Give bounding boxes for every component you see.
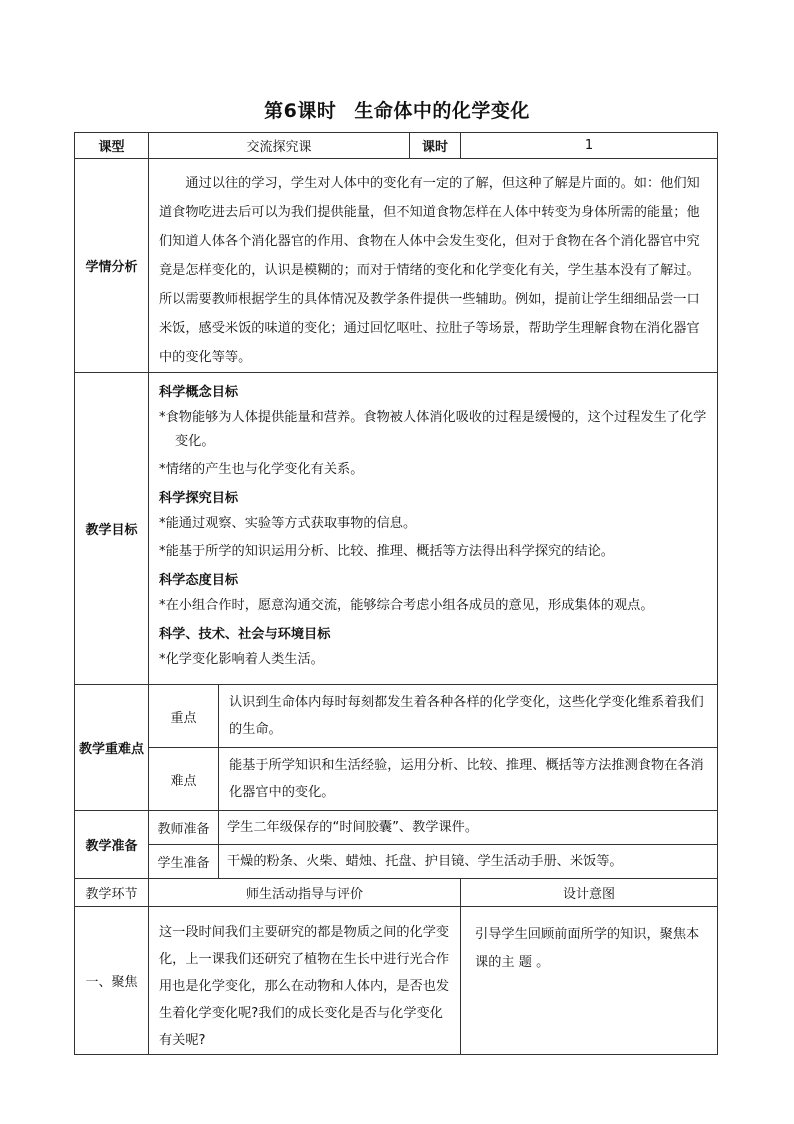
- goal-inquiry-title: 科学探究目标: [159, 490, 239, 506]
- focus-text: 认识到生命体内每时每刻都发生着各种各样的化学变化，这些化学变化维系着我们的生命。: [219, 685, 718, 748]
- goal-concept-title: 科学概念目标: [159, 384, 239, 400]
- goal-attitude-title: 科学态度目标: [159, 572, 239, 588]
- row-difficulty: [75, 748, 718, 811]
- row-student-prep: [75, 845, 718, 879]
- stage-intent: 引导学生回顾前面所学的知识，聚焦本课的主 题 。: [461, 907, 718, 1055]
- header-intent: 设计意图: [461, 879, 718, 907]
- row-lesson-type: [75, 133, 718, 159]
- page-title: [0, 96, 794, 123]
- row-process-header: [75, 879, 718, 907]
- row-focus: [75, 685, 718, 748]
- row-stage-focus: [75, 907, 718, 1055]
- label-period: 课时: [410, 133, 461, 159]
- lesson-number: 第6课时: [264, 100, 337, 122]
- lesson-name: 生命体中的化学变化: [354, 100, 530, 122]
- row-goals: [75, 373, 718, 685]
- lesson-plan-table: [74, 132, 718, 1055]
- header-activity: 师生活动指导与评价: [149, 879, 461, 907]
- stage-name: 一、聚焦: [75, 907, 149, 1055]
- teacher-prep-text: 学生二年级保存的“时间胶囊”、教学课件。: [219, 811, 718, 845]
- stage-activity: 这一段时间我们主要研究的都是物质之间的化学变化，上一课我们还研究了植物在生长中进行光合作用也是化学变化，那么在动物和人体内，是否也发生着化学变化呢?我们的成长变化是否与化学变化有关呢?: [149, 907, 461, 1055]
- header-stage: 教学环节: [75, 879, 149, 907]
- goal-item: *在小组合作时，愿意沟通交流，能够综合考虑小组各成员的意见，形成集体的观点。: [159, 597, 654, 613]
- label-key-points: 教学重难点: [75, 685, 149, 811]
- goal-sts-title: 科学、技术、社会与环境目标: [159, 626, 331, 642]
- label-type: 课型: [75, 133, 149, 159]
- goals-content: [149, 373, 718, 685]
- student-prep-text: 干燥的粉条、火柴、蜡烛、托盘、护目镜、学生活动手册、米饭等。: [219, 845, 718, 879]
- label-student-prep: 学生准备: [149, 845, 219, 879]
- difficulty-text: 能基于所学知识和生活经验，运用分析、比较、推理、概括等方法推测食物在各消化器官中的变化。: [219, 748, 718, 811]
- label-goals: 教学目标: [75, 373, 149, 685]
- label-teacher-prep: 教师准备: [149, 811, 219, 845]
- type-value: 交流探究课: [149, 133, 410, 159]
- analysis-text: 通过以往的学习，学生对人体中的变化有一定的了解，但这种了解是片面的。如：他们知道食物吃进去后可以为我们提供能量，但不知道食物怎样在人体中转变为身体所需的能量；他们知道人体各个消化器官的作用、食物在人体中会发生变化，但对于食物在各个消化器官中究竟是怎样变化的，认识是模糊的；而对于情绪的变化和化学变化有关，学生基本没有了解过。所以需要教师根据学生的具体情况及教学条件提供一些辅助。例如，提前让学生细细品尝一口米饭，感受米饭的味道的变化；通过回忆呕吐、拉肚子等场景，帮助学生理解食物在消化器官中的变化等等。: [149, 159, 718, 373]
- goal-item: *能基于所学的知识运用分析、比较、推理、概括等方法得出科学探究的结论。: [159, 543, 614, 559]
- row-analysis: [75, 159, 718, 373]
- period-value: 1: [461, 133, 718, 159]
- goal-item: *能通过观察、实验等方式获取事物的信息。: [159, 515, 417, 531]
- goal-item: *化学变化影响着人类生活。: [159, 651, 324, 667]
- label-focus: 重点: [149, 685, 219, 748]
- goal-item: *情绪的产生也与化学变化有关系。: [159, 461, 364, 477]
- row-teacher-prep: [75, 811, 718, 845]
- label-difficulty: 难点: [149, 748, 219, 811]
- label-prep: 教学准备: [75, 811, 149, 879]
- goal-item: *食物能够为人体提供能量和营养。食物被人体消化吸收的过程是缓慢的，这个过程发生了化学变化。: [159, 409, 707, 449]
- label-analysis: 学情分析: [75, 159, 149, 373]
